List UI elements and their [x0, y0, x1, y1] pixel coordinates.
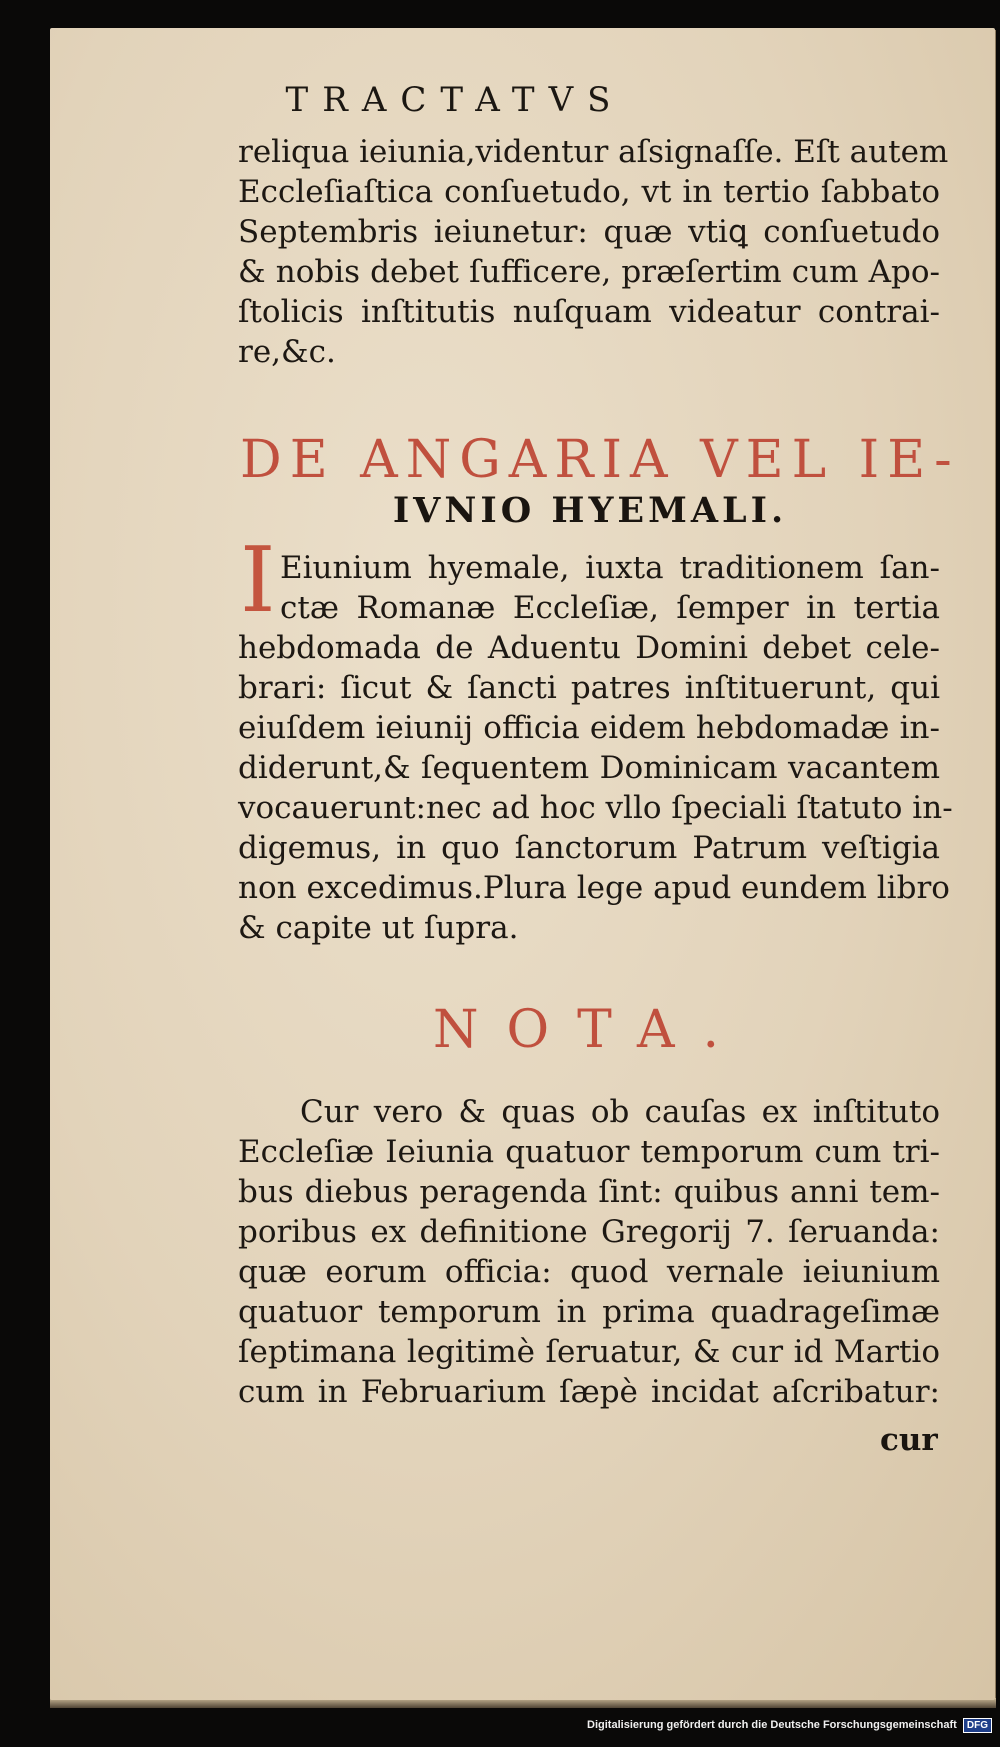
text-line: ſtolicis inſtitutis nuſquam videatur contrai-: [238, 294, 940, 330]
paragraph-2: [280, 548, 940, 628]
text-line: ctæ Romanæ Eccleſiæ, ſemper in tertia: [280, 590, 940, 626]
text-line: brari: ſicut & ſancti patres inſtituerunt, qui: [238, 670, 940, 706]
paragraph-2-continued: [238, 628, 953, 948]
running-head: TRACTATVS: [285, 80, 625, 120]
text-line: eiuſdem ieiunij officia eidem hebdomadæ in-: [238, 710, 940, 746]
text-line: digemus, in quo ſanctorum Patrum veſtigia: [238, 830, 940, 866]
text-line: diderunt,& ſequentem Dominicam vacantem: [238, 750, 940, 786]
text-line: quatuor temporum in prima quadrageſimæ: [238, 1294, 940, 1330]
section-heading-black: IVNIO HYEMALI.: [392, 490, 788, 531]
text-line: hebdomada de Aduentu Domini debet cele-: [238, 630, 940, 666]
section-heading-red: DE ANGARIA VEL IE-: [240, 430, 960, 490]
text-line: Cur vero & quas ob cauſas ex inſtituto: [300, 1094, 940, 1130]
text-line: reliqua ieiunia,videntur aſsignaſſe. Eſt autem: [238, 134, 949, 170]
paragraph-3: [300, 1092, 940, 1132]
paragraph-1: [238, 132, 949, 372]
initial-capital: I: [240, 528, 276, 633]
text-line: Eccleſiaſtica conſuetudo, vt in tertio ſabbato: [238, 174, 940, 210]
digitization-credit: [587, 1718, 992, 1733]
text-line: vocauerunt:nec ad hoc vllo ſpeciali ſtatuto in-: [238, 790, 953, 826]
nota-heading: NOTA.: [432, 1000, 748, 1060]
paragraph-3-continued: [238, 1132, 940, 1412]
text-line: & nobis debet ſufficere, præſertim cum Apo-: [238, 254, 940, 290]
dfg-logo-icon: DFG: [963, 1718, 992, 1733]
text-line: poribus ex definitione Gregorij 7. ſeruanda:: [238, 1214, 940, 1250]
text-line: bus diebus peragenda ſint: quibus anni tem-: [238, 1174, 940, 1210]
text-line: cum in Februarium ſæpè incidat aſcribatur:: [238, 1374, 940, 1410]
text-line: Eiunium hyemale, iuxta traditionem ſan-: [280, 550, 940, 586]
text-line: quæ eorum officia: quod vernale ieiunium: [238, 1254, 940, 1290]
text-line: Eccleſiæ Ieiunia quatuor temporum cum tri-: [238, 1134, 940, 1170]
text-line: ſeptimana legitimè ſeruatur, & cur id Martio: [238, 1334, 940, 1370]
catchword: cur: [880, 1422, 938, 1458]
text-line: Septembris ieiunetur: quæ vtiꝗ conſuetudo: [238, 214, 940, 250]
text-line: & capite ut ſupra.: [238, 910, 519, 946]
text-line: non excedimus.Plura lege apud eundem libro: [238, 870, 950, 906]
credit-text: Digitalisierung gefördert durch die Deutsche Forschungsgemeinschaft: [587, 1719, 957, 1731]
text-line: re,&c.: [238, 334, 336, 370]
